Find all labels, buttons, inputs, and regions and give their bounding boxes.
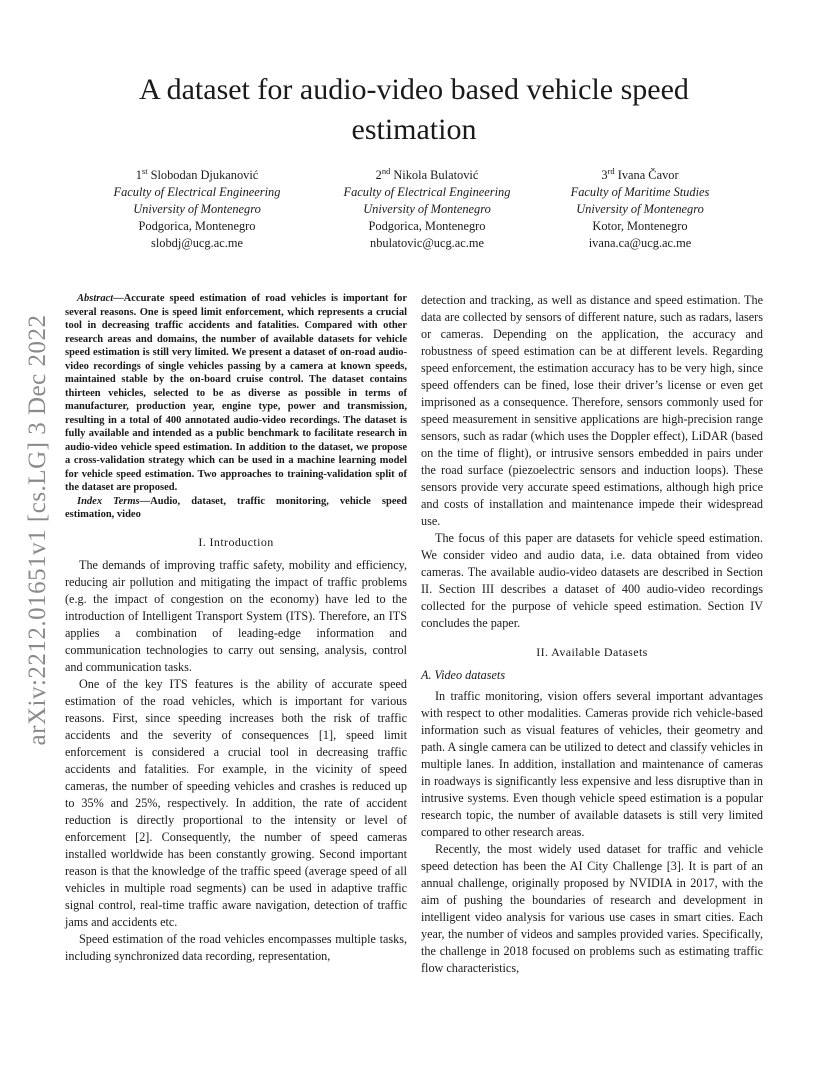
left-column bbox=[65, 292, 407, 965]
author-city: Kotor, Montenegro bbox=[592, 219, 688, 233]
subsection-heading: A. Video datasets bbox=[421, 668, 506, 682]
author-city: Podgorica, Montenegro bbox=[138, 219, 256, 233]
paragraph: One of the key ITS features is the ability of accurate speed estimation of the road vehicles, which is important for various reasons. First, since speeding increases both the risk of traffic accidents and the severity of consequences [1], speed limit enforcement is considered a crucial tool in decreasing traffic accidents and fatalities. For example, in the vicinity of speed cameras, the number of speeding vehicles and crashes is reduced up to 35% and 25%, respectively. In addition, the rate of accident reduction is directly proportional to the intensity or level of enforcement [2]. Consequently, the number of speed cameras installed worldwide has been constantly growing. Second important reason is that the knowledge of the traffic speed (average speed of all vehicles in multiple road segments) can be used in adaptive traffic signal control, real-time traffic aware navigation, detection of traffic jams and accidents etc. bbox=[65, 676, 407, 929]
author-city: Podgorica, Montenegro bbox=[368, 219, 486, 233]
author-university: University of Montenegro bbox=[363, 202, 491, 216]
abstract-text: —Accurate speed estimation of road vehicles is important for several reasons. One is speed limit enforcement, which represents a crucial tool in decreasing traffic accidents and fatalities. Compared with other research areas and domains, the number of available datasets for vehicle speed estimation is still very limited. We present a dataset of on-road audio-video recordings of single vehicles passing by a camera at known speeds, maintained stable by the on-board cruise control. The dataset contains thirteen vehicles, selected to be as diverse as possible in terms of manufacturer, production year, engine type, power and transmission, resulting in a total of 400 annotated audio-video recordings. The dataset is fully available and intended as a public benchmark to facilitate research in audio-video vehicle speed estimation. In addition to the dataset, we propose a cross-validation strategy which can be used in a machine learning model for vehicle speed estimation. Two approaches to training-validation split of the dataset are proposed. bbox=[65, 293, 407, 493]
index-terms-label: Index Terms bbox=[77, 495, 140, 507]
author-university: University of Montenegro bbox=[576, 202, 704, 216]
author-email: nbulatovic@ucg.ac.me bbox=[370, 236, 484, 250]
author-block bbox=[312, 163, 542, 252]
paragraph: In traffic monitoring, vision offers several important advantages with respect to other modalities. Cameras provide rich vehicle-based information such as visual features of vehicles, their geometry and path. A single camera can be utilized to detect and classify vehicles in multiple lanes. In addition, installation and maintenance of cameras in roadways is significantly less expensive and less disruptive than in intrusive systems. Even though vehicle speed estimation is a popular research topic, the number of available datasets is still very limited compared to other research areas. bbox=[421, 689, 763, 839]
author-faculty: Faculty of Electrical Engineering bbox=[343, 185, 511, 199]
arxiv-id: arXiv:2212.01651v1 [cs.LG] 3 Dec 2022 bbox=[24, 314, 51, 746]
right-column bbox=[421, 292, 763, 977]
paragraph: Speed estimation of the road vehicles encompasses multiple tasks, including synchronized data recording, representation, bbox=[65, 931, 407, 963]
paragraph: Recently, the most widely used dataset for traffic and vehicle speed detection has been the AI City Challenge [3]. It is part of an annual challenge, originally proposed by NVIDIA in 2017, with the aim of pushing the boundaries of research and development in intelligent video analysis for various use cases in smart cities. Each year, the number of videos and samples provided varies. Specifically, the challenge in 2018 focused on problems such as estimating traffic flow characteristics, bbox=[421, 842, 763, 975]
author-faculty: Faculty of Maritime Studies bbox=[570, 185, 710, 199]
section-heading: II. Available Datasets bbox=[536, 645, 648, 659]
author-university: University of Montenegro bbox=[133, 202, 261, 216]
author-name: 1st Slobodan Djukanović bbox=[135, 166, 259, 182]
author-block bbox=[525, 163, 755, 252]
paragraph: detection and tracking, as well as distance and speed estimation. The data are collected by sensors of different nature, such as radars, lasers or cameras. Depending on the application, the accuracy and robustness of speed estimation can be at different levels. Regarding speed enforcement, the estimation accuracy has to be very high, since speed offenders can be fined, lose their driver’s license or even get imprisoned as a consequence. Therefore, sensors commonly used for speed measurement in sensitive applications are high-precision range sensors, such as radar (which uses the Doppler effect), LiDAR (based on the time of flight), or intrusive sensors embedded in pairs under the road surface (piezoelectric sensors and induction loops). These sensors provide very accurate speed estimations, although high price and costs of installation and maintenance impede their widespread use. bbox=[421, 293, 763, 528]
index-terms-text: —Audio, dataset, traffic monitoring, vehicle speed estimation, video bbox=[65, 495, 407, 520]
author-name: 2nd Nikola Bulatović bbox=[375, 166, 479, 182]
section-heading: I. Introduction bbox=[198, 534, 274, 549]
abstract bbox=[65, 292, 407, 495]
index-terms bbox=[65, 495, 407, 522]
paragraph: The focus of this paper are datasets for vehicle speed estimation. We consider video and audio data, i.e. data obtained from video cameras. The available audio-video datasets are described in Section II. Section III describes a dataset of 400 audio-video recordings collected for the purpose of vehicle speed estimation. Section IV concludes the paper. bbox=[421, 531, 763, 630]
abstract-label: Abstract bbox=[77, 293, 114, 304]
author-block bbox=[82, 163, 312, 252]
paragraph: The demands of improving traffic safety, mobility and efficiency, reducing air pollution and mitigating the impact of traffic problems (e.g. the impact of congestion on the economy) have led to the introduction of Intelligent Transport System (ITS). Therefore, an ITS applies a combination of leading-edge information and communication technologies to carry out sensing, analysis, control and communication tasks. bbox=[65, 557, 407, 674]
author-faculty: Faculty of Electrical Engineering bbox=[113, 185, 281, 199]
paper-title: A dataset for audio-video based vehicle speed estimation bbox=[139, 73, 689, 146]
author-email: ivana.ca@ucg.ac.me bbox=[588, 236, 692, 250]
author-email: slobdj@ucg.ac.me bbox=[151, 236, 243, 250]
author-name: 3rd Ivana Čavor bbox=[601, 166, 679, 182]
arxiv-stamp bbox=[18, 290, 58, 770]
